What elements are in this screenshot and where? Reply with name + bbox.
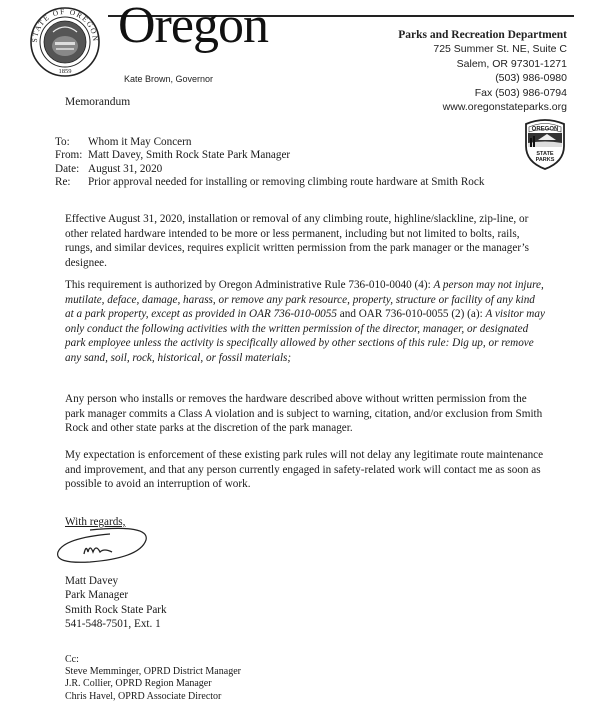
- to-label: To:: [55, 136, 70, 148]
- oregon-wordmark: Oregon: [118, 0, 268, 54]
- seal-year: 1859: [58, 68, 72, 75]
- signer-phone: 541-548-7501, Ext. 1: [65, 617, 161, 630]
- from-label: From:: [55, 149, 83, 162]
- re-label: Re:: [55, 175, 71, 188]
- memo-to-row: [55, 136, 484, 149]
- memo-date-row: [55, 163, 484, 176]
- svg-text:PARKS: PARKS: [535, 157, 555, 163]
- rule-quote-2: A visitor may only conduct the following activities with the written permission of the director, manager, or designated park employee unless the activity is specifically allowed by other sections of this rule: Dig up, or remove any sand, soil, rock, historical, or fossil materials;: [65, 308, 545, 364]
- website: www.oregonstateparks.org: [442, 101, 567, 114]
- re-value: Prior approval needed for installing or removing climbing route hardware at Smith Rock: [88, 175, 485, 188]
- svg-text:STATE: STATE: [536, 151, 554, 157]
- rule-quote-1: A person may not injure, mutilate, deface, damage, harass, or remove any park resource, property, structure or facility of any kind at a park property, except as provided in OAR 736-010-0055: [65, 279, 544, 320]
- handwritten-signature-icon: [50, 526, 160, 566]
- memo-header-fields: [55, 136, 484, 189]
- body-paragraph-3: Any person who installs or removes the hardware described above without written permission from the park manager commits a Class A violation and is subject to warning, citation, and/or exclusion from Smith Rock and other state parks at the discretion of the park manager.: [65, 393, 543, 434]
- body-paragraph-1: Effective August 31, 2020, installation or removal of any climbing route, highline/slackline, zip-line, or other related hardware intended to be more or less permanent, including but not limited to bolts, rails, rungs, and similar devices, requires explicit written permission from the park manager or the manager’s designee.: [65, 213, 529, 269]
- date-value: August 31, 2020: [88, 162, 163, 175]
- to-value: Whom it May Concern: [88, 136, 192, 148]
- date-label: Date:: [55, 162, 80, 175]
- body-paragraph-2: [65, 278, 545, 365]
- seal-ring-text: STATE OF OREGON: [29, 6, 101, 43]
- department-name: Parks and Recreation Department: [398, 29, 567, 41]
- oregon-state-parks-logo-icon: [523, 118, 567, 170]
- address-line-1: 725 Summer St. NE, Suite C: [433, 43, 567, 56]
- department-address-block: [398, 28, 567, 114]
- closing-salutation: With regards,: [65, 516, 126, 528]
- address-line-2: Salem, OR 97301-1271: [456, 57, 567, 70]
- body-paragraph-4: My expectation is enforcement of these existing park rules will not delay any legitimate route maintenance and improvement, and that any person currently engaged in safety-related work will contact me as soon as possible to avoid an interruption of work.: [65, 449, 544, 490]
- from-value: Matt Davey, Smith Rock State Park Manager: [88, 149, 291, 162]
- signer-name: Matt Davey: [65, 575, 119, 587]
- parks-logo-top-text: OREGON: [531, 126, 559, 133]
- cc-block: [65, 654, 241, 703]
- cc-recipient: J.R. Collier, OPRD Region Manager: [65, 678, 212, 690]
- rule-mid: and OAR 736-010-0055 (2) (a):: [336, 308, 486, 320]
- memo-label: Memorandum: [65, 96, 131, 108]
- memo-from-row: [55, 149, 484, 162]
- cc-label: Cc:: [65, 654, 79, 665]
- signer-title: Park Manager: [65, 589, 129, 602]
- fax-number: Fax (503) 986-0794: [474, 86, 567, 99]
- signer-park: Smith Rock State Park: [65, 603, 167, 616]
- cc-recipient: Chris Havel, OPRD Associate Director: [65, 690, 222, 702]
- phone-number: (503) 986-0980: [495, 72, 567, 85]
- memo-re-row: [55, 176, 484, 189]
- cc-recipient: Steve Memminger, OPRD District Manager: [65, 666, 241, 678]
- signature-block: [65, 574, 167, 631]
- governor-name: Kate Brown, Governor: [124, 74, 214, 84]
- rule-intro: This requirement is authorized by Oregon Administrative Rule 736-010-0040 (4):: [65, 279, 434, 291]
- state-of-oregon-seal-icon: [29, 6, 101, 78]
